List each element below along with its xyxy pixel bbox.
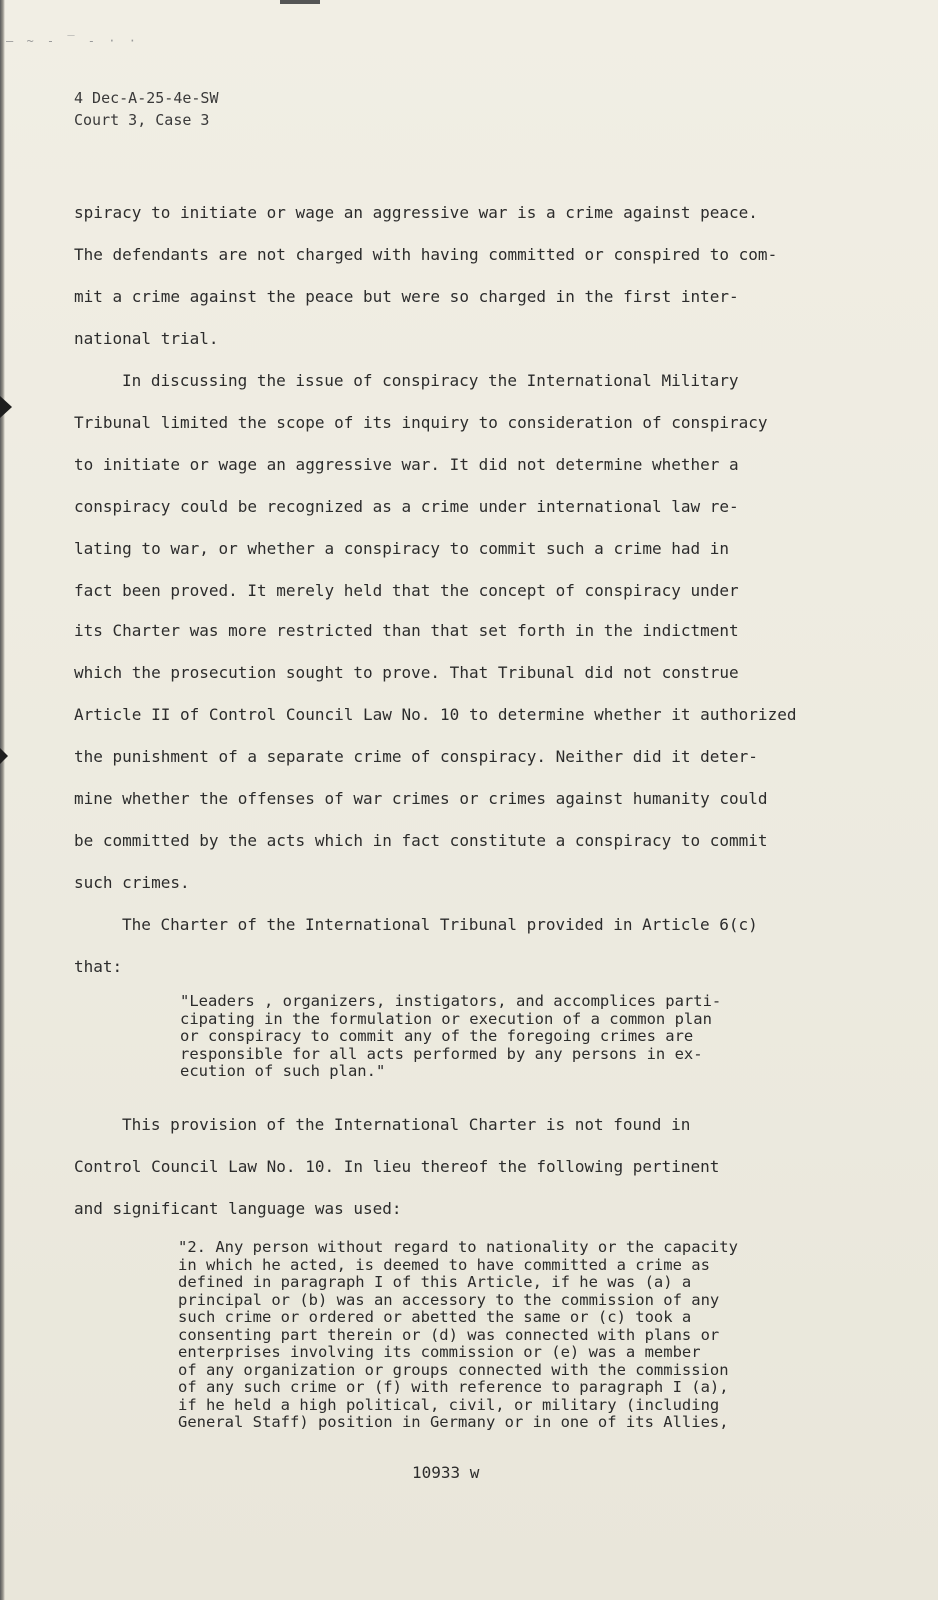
text-line: fact been proved. It merely held that the concept of conspiracy under	[74, 581, 739, 600]
quote-line: of any such crime or (f) with reference to paragraph I (a),	[178, 1378, 729, 1396]
quote-line: such crime or ordered or abetted the same or (c) took a	[178, 1308, 692, 1326]
quote-line: General Staff) position in Germany or in one of its Allies,	[178, 1413, 729, 1431]
quote-line: ecution of such plan."	[180, 1062, 386, 1080]
binder-hole-mark	[0, 748, 8, 764]
text-line: conspiracy could be recognized as a crime under international law re-	[74, 497, 739, 516]
quote-line: enterprises involving its commission or (e) was a member	[178, 1343, 701, 1361]
reference-code: 4 Dec-A-25-4e-SW	[74, 89, 219, 107]
text-line: spiracy to initiate or wage an aggressive war is a crime against peace.	[74, 203, 758, 222]
text-line: Control Council Law No. 10. In lieu thereof the following pertinent	[74, 1157, 720, 1176]
text-line: Tribunal limited the scope of its inquiry to consideration of conspiracy	[74, 413, 768, 432]
text-line: mine whether the offenses of war crimes or crimes against humanity could	[74, 789, 768, 808]
text-line: to initiate or wage an aggressive war. It did not determine whether a	[74, 455, 739, 474]
text-line: The Charter of the International Tribunal provided in Article 6(c)	[122, 915, 758, 934]
quote-line: "Leaders , organizers, instigators, and accomplices parti-	[180, 992, 722, 1010]
text-line: be committed by the acts which in fact constitute a conspiracy to commit	[74, 831, 768, 850]
text-line: the punishment of a separate crime of conspiracy. Neither did it deter-	[74, 747, 758, 766]
text-line: Article II of Control Council Law No. 10 to determine whether it authorized	[74, 705, 797, 724]
text-line: The defendants are not charged with having committed or conspired to com-	[74, 245, 778, 264]
text-line: such crimes.	[74, 873, 190, 892]
court-case: Court 3, Case 3	[74, 111, 210, 129]
quote-line: responsible for all acts performed by any persons in ex-	[180, 1044, 703, 1063]
text-line: that:	[74, 957, 123, 976]
text-line: mit a crime against the peace but were so charged in the first inter-	[74, 287, 739, 306]
quote-line: principal or (b) was an accessory to the commission of any	[178, 1290, 720, 1309]
quote-line: or conspiracy to commit any of the foregoing crimes are	[180, 1027, 694, 1045]
quote-line: consenting part therein or (d) was connected with plans or	[178, 1325, 720, 1344]
quote-line: if he held a high political, civil, or military (including	[178, 1395, 720, 1414]
quote-line: defined in paragraph I of this Article, if he was (a) a	[178, 1273, 692, 1291]
binder-hole-mark	[0, 396, 12, 418]
text-line: national trial.	[74, 329, 219, 348]
page-edge	[0, 0, 5, 1600]
text-line: its Charter was more restricted than that set forth in the indictment	[74, 621, 739, 640]
faint-pencil-marks: — ~ - ‾ - · ·	[6, 34, 139, 48]
text-line: This provision of the International Charter is not found in	[122, 1115, 691, 1134]
document-header	[74, 87, 219, 131]
quote-line: "2. Any person without regard to nationality or the capacity	[178, 1238, 738, 1256]
quote-line: in which he acted, is deemed to have committed a crime as	[178, 1255, 710, 1274]
block-quote-control-council-law	[178, 1239, 738, 1432]
top-mark	[280, 0, 320, 4]
page-number: 10933 w	[412, 1463, 480, 1482]
text-line: which the prosecution sought to prove. That Tribunal did not construe	[74, 663, 739, 682]
quote-line: of any organization or groups connected with the commission	[178, 1360, 729, 1379]
quote-line: cipating in the formulation or execution of a common plan	[180, 1009, 712, 1028]
block-quote-charter	[180, 993, 721, 1081]
text-line: and significant language was used:	[74, 1199, 402, 1218]
text-line: lating to war, or whether a conspiracy to commit such a crime had in	[74, 539, 730, 558]
text-line: In discussing the issue of conspiracy the International Military	[122, 371, 739, 390]
